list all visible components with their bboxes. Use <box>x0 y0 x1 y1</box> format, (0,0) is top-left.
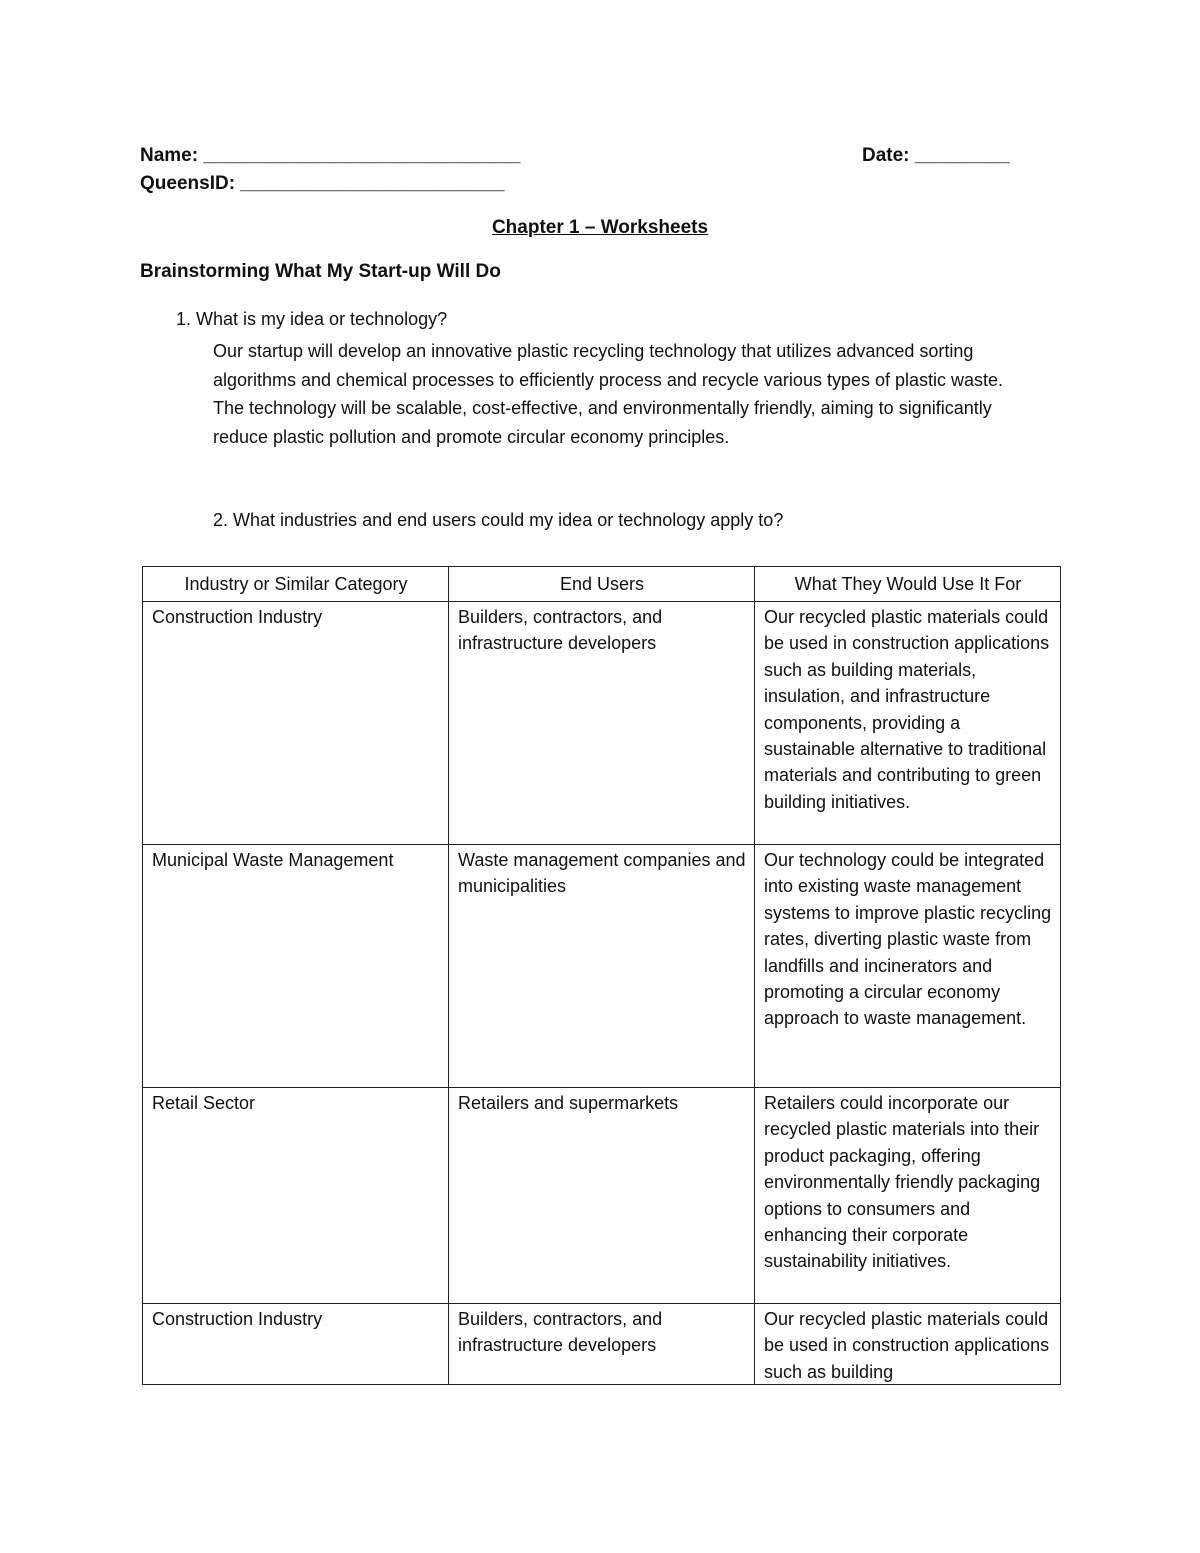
use-text: Our recycled plastic materials could be used in construction applications such as building <box>764 1309 1050 1382</box>
industry-cell: Municipal Waste Management <box>143 845 449 1088</box>
table-row <box>143 602 1061 845</box>
question-2: 2. What industries and end users could my idea or technology apply to? <box>213 510 784 530</box>
table-header-row <box>143 567 1061 602</box>
industries-table <box>142 566 1061 1385</box>
industry-cell: Retail Sector <box>143 1088 449 1304</box>
table-row <box>143 1304 1061 1385</box>
use-cell: Our technology could be integrated into existing waste management systems to improve plastic recycling rates, diverting plastic waste from landfills and incinerators and promoting a circular economy approach to waste management. <box>755 845 1061 1088</box>
page-title: Chapter 1 – Worksheets <box>491 217 709 238</box>
use-cell <box>755 1304 1061 1385</box>
use-cell: Our recycled plastic materials could be used in construction applications such as building materials, insulation, and infrastructure components, providing a sustainable alternative to traditional materials and contributing to green building initiatives. <box>755 602 1061 845</box>
table-row <box>143 1088 1061 1304</box>
column-header-end-users: End Users <box>449 567 755 602</box>
table-row <box>143 845 1061 1088</box>
end-users-cell: Retailers and supermarkets <box>449 1088 755 1304</box>
industry-cell: Construction Industry <box>143 602 449 845</box>
name-field-label: Name: ______________________________ <box>140 145 521 166</box>
end-users-text: Builders, contractors, and infrastructure developers <box>458 1309 663 1356</box>
date-field-label: Date: _________ <box>862 145 1010 166</box>
end-users-cell: Builders, contractors, and infrastructure developers <box>449 602 755 845</box>
answer-1: Our startup will develop an innovative plastic recycling technology that utilizes advanced sorting algorithms and chemical processes to efficiently process and recycle various types of plastic waste. The technology will be scalable, cost-effective, and environmentally friendly, aiming to significantly reduce plastic pollution and promote circular economy principles. <box>213 341 1004 447</box>
use-cell: Retailers could incorporate our recycled plastic materials into their product packaging, offering environmentally friendly packaging options to consumers and enhancing their corporate sustainability initiatives. <box>755 1088 1061 1304</box>
queensid-field-label: QueensID: _________________________ <box>140 173 505 194</box>
industry-text: Construction Industry <box>152 1309 323 1329</box>
industry-cell <box>143 1304 449 1385</box>
column-header-use: What They Would Use It For <box>755 567 1061 602</box>
question-1: 1. What is my idea or technology? <box>176 309 448 329</box>
end-users-cell <box>449 1304 755 1385</box>
section-heading: Brainstorming What My Start-up Will Do <box>140 261 501 282</box>
end-users-cell: Waste management companies and municipalities <box>449 845 755 1088</box>
column-header-industry: Industry or Similar Category <box>143 567 449 602</box>
